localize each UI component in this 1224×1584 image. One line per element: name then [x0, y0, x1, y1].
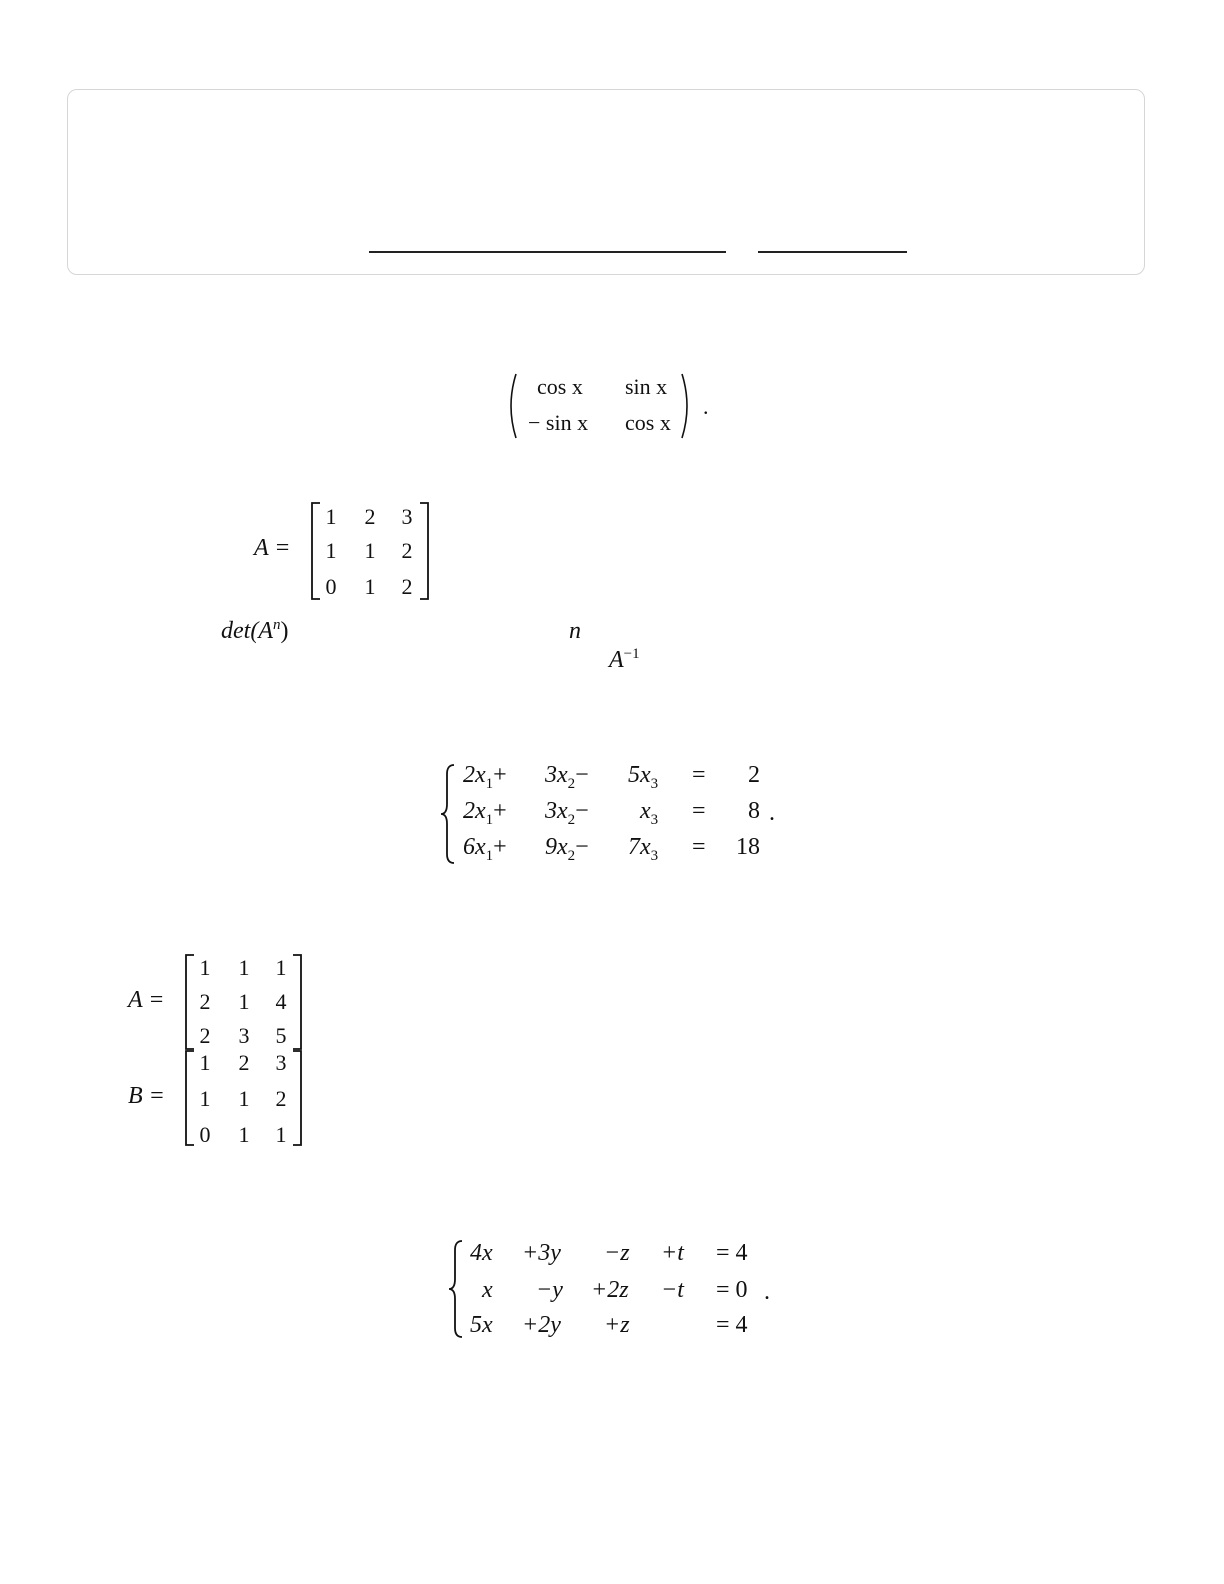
sys1-row2-eq: = [692, 798, 706, 824]
sys2-row1-rhs: = 4 [716, 1240, 748, 1266]
left-brace [448, 1240, 464, 1338]
b-r1c3: 3 [275, 1050, 287, 1075]
rot-r1c2: sin x [625, 374, 668, 399]
sys2-trailing-dot: . [764, 1279, 770, 1305]
a2-r1c2: 1 [238, 955, 250, 980]
a1-r1c2: 2 [364, 504, 376, 529]
left-brace [440, 764, 456, 864]
a1-r2c1: 1 [325, 538, 337, 563]
b-r1c2: 2 [238, 1050, 250, 1075]
name-blank-line[interactable] [369, 251, 726, 253]
sys2-row3-t2: +2y [522, 1312, 561, 1338]
a1-r3c2: 1 [364, 574, 376, 599]
a2-r3c2: 3 [238, 1023, 250, 1048]
matrix-b-label: B = [128, 1083, 165, 1109]
rot-trailing-dot: . [703, 394, 709, 419]
a2-r1c1: 1 [199, 955, 211, 980]
a2-r1c3: 1 [275, 955, 287, 980]
right-bracket [292, 954, 302, 1050]
a2-r2c1: 2 [199, 989, 211, 1014]
matrix-a-label: A = [254, 535, 291, 561]
sys1-row3-b: $9x_2-$ [545, 834, 589, 864]
b-r2c3: 2 [275, 1086, 287, 1111]
a1-r2c2: 1 [364, 538, 376, 563]
sys2-row3-t1: 5x [470, 1312, 493, 1338]
sys2-row1-t1: 4x [470, 1240, 493, 1266]
sys2-row1-t2: +3y [522, 1240, 561, 1266]
right-paren [680, 372, 694, 440]
sys2-row1-t4: +t [661, 1240, 684, 1266]
rot-r2c2: cos x [625, 410, 671, 435]
sys1-row1-c: $5x_3$ [628, 762, 659, 792]
left-paren [504, 372, 518, 440]
sys2-row2-t3: +2z [591, 1277, 629, 1303]
a1-r2c3: 2 [401, 538, 413, 563]
sys1-row3-c: $7x_3$ [628, 834, 659, 864]
id-blank-line[interactable] [758, 251, 907, 253]
a1-r1c1: 1 [325, 504, 337, 529]
sys1-row1-rhs: 2 [748, 762, 760, 788]
sys1-row1-eq: = [692, 762, 706, 788]
b-r2c2: 1 [238, 1086, 250, 1111]
b-r2c1: 1 [199, 1086, 211, 1111]
sys1-row3-a: $6x_1+$ [463, 834, 507, 864]
sys2-row3-rhs: = 4 [716, 1312, 748, 1338]
sys1-row2-a: $2x_1+$ [463, 798, 507, 828]
sys2-row1-t3: −z [604, 1240, 630, 1266]
b-r1c1: 1 [199, 1050, 211, 1075]
variable-n: n [569, 618, 581, 644]
sys1-row3-rhs: 18 [736, 834, 760, 860]
sys1-row1-b: $3x_2-$ [545, 762, 589, 792]
sys1-row2-b: $3x_2-$ [545, 798, 589, 828]
sys1-row3-eq: = [692, 834, 706, 860]
matrix-a2-label: A = [128, 987, 165, 1013]
rot-r1c1: cos x [537, 374, 583, 399]
a2-r3c1: 2 [199, 1023, 211, 1048]
sys2-row3-t3: +z [604, 1312, 630, 1338]
b-r3c1: 0 [199, 1122, 211, 1147]
sys1-row1-a: $2x_1+$ [463, 762, 507, 792]
b-r3c2: 1 [238, 1122, 250, 1147]
det-expression: $\det(A^n)$ [221, 617, 289, 644]
inverse-expression: $A^{-1}$ [609, 646, 640, 673]
a1-r1c3: 3 [401, 504, 413, 529]
a2-r3c3: 5 [275, 1023, 287, 1048]
right-bracket [292, 1050, 302, 1146]
a1-r3c3: 2 [401, 574, 413, 599]
sys2-row2-t1: x [482, 1277, 493, 1303]
sys1-trailing-dot: . [769, 800, 775, 826]
right-bracket [419, 502, 429, 600]
a2-r2c2: 1 [238, 989, 250, 1014]
b-r3c3: 1 [275, 1122, 287, 1147]
sys2-row2-t4: −t [661, 1277, 684, 1303]
sys1-row2-c: $x_3$ [640, 798, 659, 828]
sys2-row2-t2: −y [536, 1277, 563, 1303]
rot-r2c1: − sin x [528, 410, 589, 435]
sys1-row2-rhs: 8 [748, 798, 760, 824]
a2-r2c3: 4 [275, 989, 287, 1014]
a1-r3c1: 0 [325, 574, 337, 599]
sys2-row2-rhs: = 0 [716, 1277, 748, 1303]
header-box [67, 89, 1145, 275]
